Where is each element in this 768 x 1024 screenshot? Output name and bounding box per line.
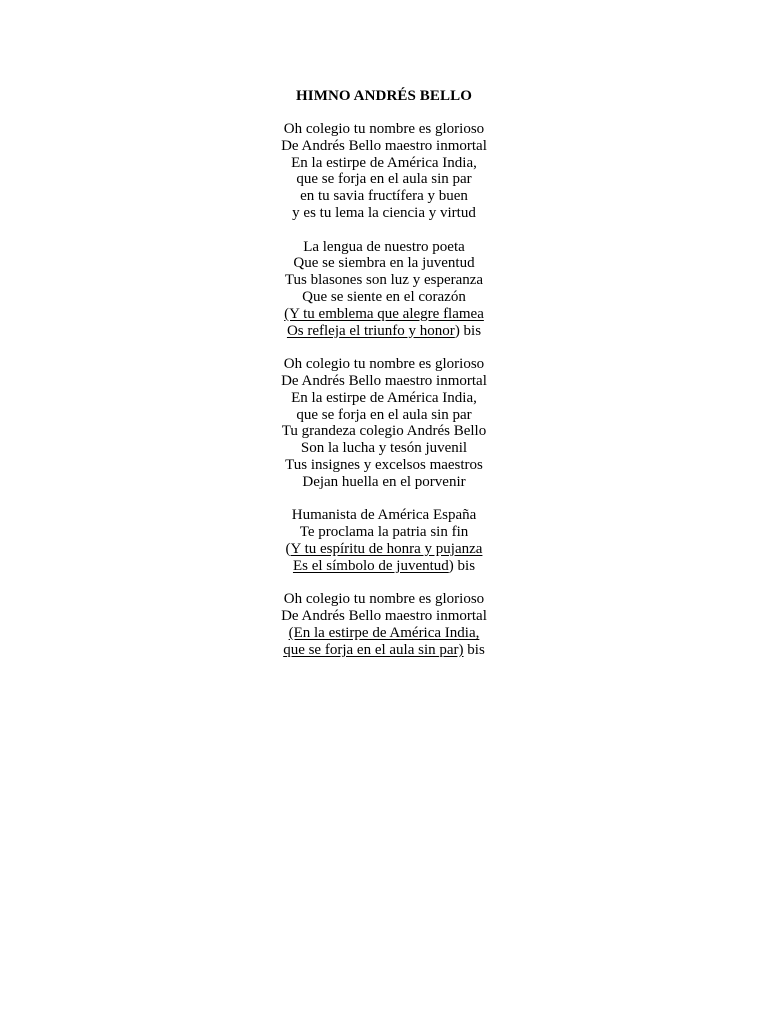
underlined-text: Os refleja el triunfo y honor [286,322,455,339]
line-text: Oh colegio tu nombre es glorioso [283,121,485,137]
stanza-4 [0,507,768,574]
poem-line [0,524,768,541]
poem-line [0,323,768,340]
line-text: De Andrés Bello maestro inmortal [281,608,487,625]
line-text: Te proclama la patria sin fin [299,524,469,541]
poem-line [0,239,768,256]
poem-line [0,390,768,407]
poem-line [0,121,768,138]
poem-body [0,121,768,675]
underlined-text: (En la estirpe de América India, [288,624,480,641]
poem-line [0,255,768,272]
poem-line [0,423,768,440]
poem-line [0,356,768,373]
poem-line [0,608,768,625]
poem-line [0,507,768,524]
line-text: Tus blasones son luz y esperanza [284,272,484,289]
underlined-text: que se forja en el aula sin par) [283,641,464,658]
poem-line [0,457,768,474]
poem-line [0,474,768,491]
line-text: bis [463,641,485,658]
line-text: y es tu lema la ciencia y virtud [292,204,476,221]
line-text: ) bis [454,322,482,339]
poem-line [0,306,768,323]
underlined-text: (Y tu emblema que alegre flamea [284,305,484,322]
stanza-3 [0,356,768,490]
line-text: Tu grandeza colegio Andrés Bello [281,423,487,440]
poem-line [0,205,768,222]
line-text: Dejan huella en el porvenir [302,473,466,490]
line-text: Humanista de América España [291,507,477,524]
underlined-text: Y tu espíritu de honra y pujanza [290,540,483,557]
stanza-1 [0,121,768,222]
underlined-text: Es el símbolo de juventud [292,557,449,574]
line-text: que se forja en el aula sin par [296,171,472,188]
line-text: ) bis [448,557,476,574]
poem-line [0,541,768,558]
line-text: De Andrés Bello maestro inmortal [281,137,487,154]
poem-line [0,625,768,642]
line-text: Que se siembra en la juventud [293,255,475,272]
stanza-2 [0,239,768,340]
poem-line [0,440,768,457]
poem-line [0,289,768,306]
poem-line [0,272,768,289]
poem-line [0,138,768,155]
page-title: HIMNO ANDRÉS BELLO [296,88,472,104]
line-text: Son la lucha y tesón juvenil [300,440,468,457]
line-text: La lengua de nuestro poeta [303,238,465,255]
poem-line [0,407,768,424]
line-text: Que se siente en el corazón [302,288,466,305]
line-text: Oh colegio tu nombre es glorioso [283,591,485,608]
line-text: en tu savia fructífera y buen [300,188,468,205]
poem-line [0,188,768,205]
line-text: En la estirpe de América India, [291,154,477,171]
line-text: De Andrés Bello maestro inmortal [281,372,487,389]
line-text: En la estirpe de América India, [291,389,477,406]
poem-line [0,558,768,575]
line-text: Oh colegio tu nombre es glorioso [283,356,485,373]
poem-line [0,155,768,172]
line-text: Tus insignes y excelsos maestros [285,456,483,473]
poem-line [0,591,768,608]
poem-line [0,171,768,188]
line-text: ( [285,540,291,557]
poem-line [0,642,768,659]
stanza-5 [0,591,768,658]
poem-line [0,373,768,390]
line-text: que se forja en el aula sin par [296,406,472,423]
